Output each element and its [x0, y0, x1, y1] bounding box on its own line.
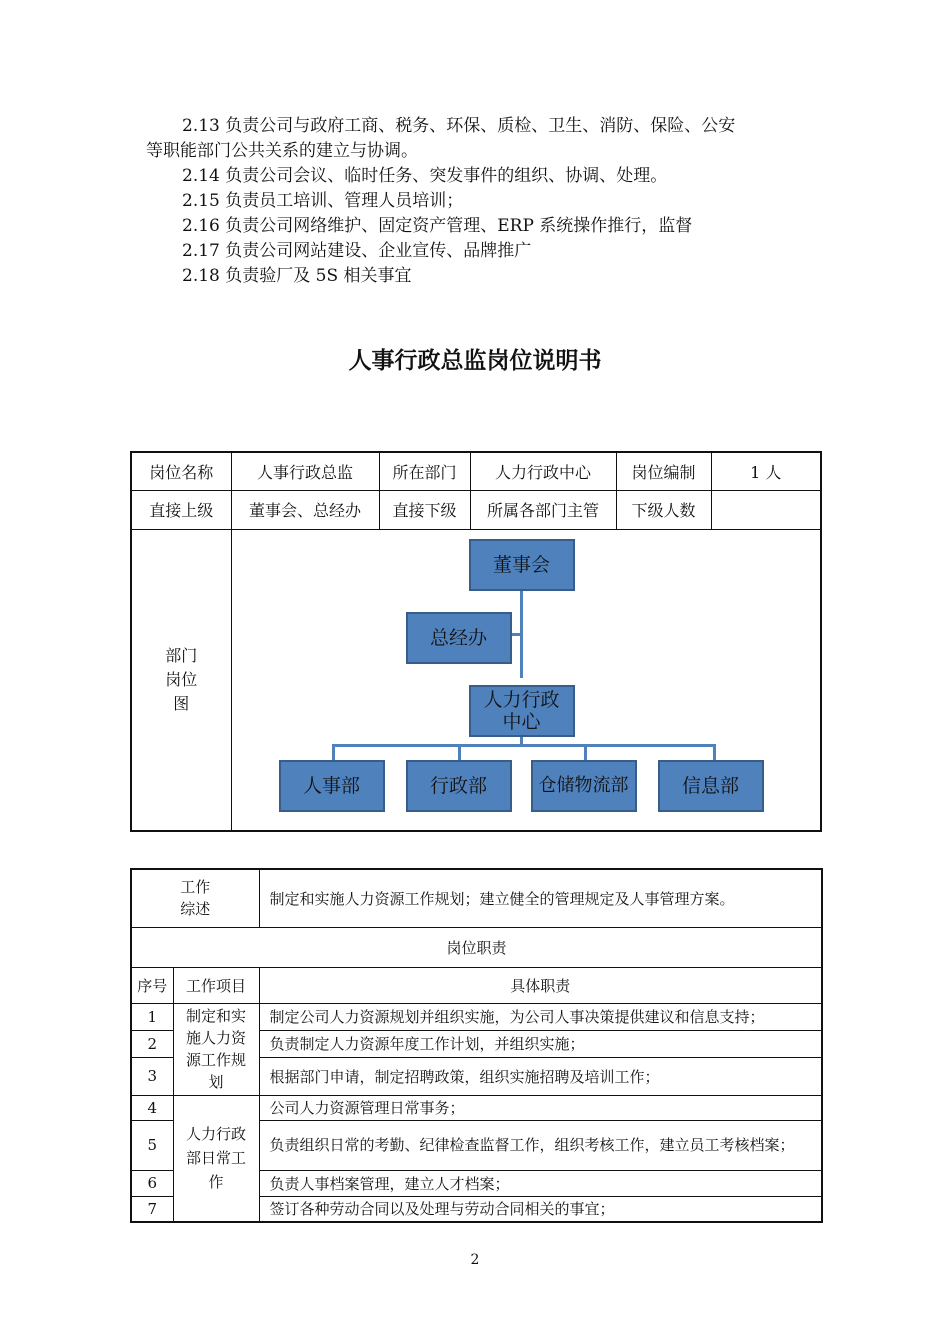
intro-line-3: 2.14 负责公司会议、临时任务、突发事件的组织、协调、处理。 [182, 166, 668, 186]
intro-line-2: 等职能部门公共关系的建立与协调。 [146, 141, 418, 161]
header-duties: 具体职责 [259, 967, 822, 1003]
group-1-line-3: 源工作规 [186, 1051, 247, 1069]
org-node-board: 董事会 [469, 539, 575, 591]
intro-line-5: 2.16 负责公司网络维护、固定资产管理、ERP 系统操作推行，监督 [182, 216, 693, 236]
hr-center-line-2: 中心 [502, 710, 541, 733]
group-1-line-1: 制定和实 [186, 1007, 247, 1025]
work-item-group-1 [173, 1003, 259, 1095]
label-headcount: 岗位编制 [616, 452, 711, 490]
row-number: 6 [131, 1170, 173, 1196]
org-node-hr-dept: 人事部 [279, 760, 385, 812]
value-direct-superior: 董事会、总经办 [231, 490, 379, 529]
duty-text: 负责制定人力资源年度工作计划，并组织实施； [259, 1030, 822, 1057]
org-label-line-3: 图 [173, 693, 190, 713]
work-item-group-2 [173, 1095, 259, 1222]
value-subordinate-count [711, 490, 821, 529]
intro-line-7: 2.18 负责验厂及 5S 相关事宜 [182, 266, 412, 286]
position-info-table [130, 451, 822, 832]
label-subordinate-count: 下级人数 [616, 490, 711, 529]
intro-line-4: 2.15 负责员工培训、管理人员培训； [182, 191, 464, 211]
value-position-name: 人事行政总监 [231, 452, 379, 490]
org-node-hr-admin-center [469, 685, 575, 737]
group-1-line-2: 施人力资 [186, 1029, 247, 1047]
summary-label-line-1: 工作 [180, 878, 211, 897]
row-number: 1 [131, 1003, 173, 1030]
duty-text: 根据部门申请，制定招聘政策，组织实施招聘及培训工作； [259, 1057, 822, 1095]
row-number: 2 [131, 1030, 173, 1057]
org-chart [232, 530, 821, 830]
duty-text: 制定公司人力资源规划并组织实施，为公司人事决策提供建议和信息支持； [259, 1003, 822, 1030]
hr-center-line-1: 人力行政 [483, 688, 560, 711]
duty-text: 负责组织日常的考勤、纪律检查监督工作，组织考核工作，建立员工考核档案； [259, 1120, 822, 1170]
connector-top-vertical [520, 584, 523, 678]
connector-child-1 [332, 744, 335, 760]
duty-text: 签订各种劳动合同以及处理与劳动合同相关的事宜； [259, 1196, 822, 1222]
group-2-line-1: 人力行政 [186, 1125, 247, 1144]
group-1-line-4: 划 [208, 1073, 224, 1091]
group-2-line-3: 作 [208, 1173, 224, 1192]
summary-label-line-2: 综述 [180, 900, 211, 919]
value-headcount: 1 人 [711, 452, 821, 490]
label-department: 所在部门 [379, 452, 470, 490]
document-title: 人事行政总监岗位说明书 [348, 348, 602, 374]
org-node-it-dept: 信息部 [658, 760, 764, 812]
page-number: 2 [470, 1252, 480, 1268]
header-work-item: 工作项目 [173, 967, 259, 1003]
value-direct-subordinate: 所属各部门主管 [470, 490, 616, 529]
duty-text: 公司人力资源管理日常事务； [259, 1095, 822, 1120]
summary-label [131, 869, 259, 927]
label-direct-superior: 直接上级 [131, 490, 231, 529]
org-label-line-1: 部门 [165, 645, 198, 665]
header-number: 序号 [131, 967, 173, 1003]
org-label-line-2: 岗位 [165, 669, 198, 689]
org-node-general-office: 总经办 [406, 612, 512, 664]
connector-child-4 [713, 744, 716, 760]
org-node-admin-dept: 行政部 [406, 760, 512, 812]
connector-child-3 [584, 744, 587, 760]
value-department: 人力行政中心 [470, 452, 616, 490]
label-org-chart [131, 529, 231, 831]
duty-table [130, 868, 823, 1223]
label-position-name: 岗位名称 [131, 452, 231, 490]
intro-line-6: 2.17 负责公司网站建设、企业宣传、品牌推广 [182, 241, 532, 261]
group-2-line-2: 部日常工 [186, 1149, 247, 1168]
connector-child-2 [458, 744, 461, 760]
summary-text: 制定和实施人力资源工作规划；建立健全的管理规定及人事管理方案。 [259, 869, 822, 927]
org-chart-cell [231, 529, 821, 831]
section-title: 岗位职责 [131, 927, 822, 967]
label-direct-subordinate: 直接下级 [379, 490, 470, 529]
org-node-logistics-dept: 仓储物流部 [531, 760, 637, 812]
connector-horizontal [332, 744, 716, 747]
duty-text: 负责人事档案管理，建立人才档案； [259, 1170, 822, 1196]
intro-line-1: 2.13 负责公司与政府工商、税务、环保、质检、卫生、消防、保险、公安 [182, 116, 736, 136]
row-number: 3 [131, 1057, 173, 1095]
row-number: 7 [131, 1196, 173, 1222]
row-number: 4 [131, 1095, 173, 1120]
row-number: 5 [131, 1120, 173, 1170]
